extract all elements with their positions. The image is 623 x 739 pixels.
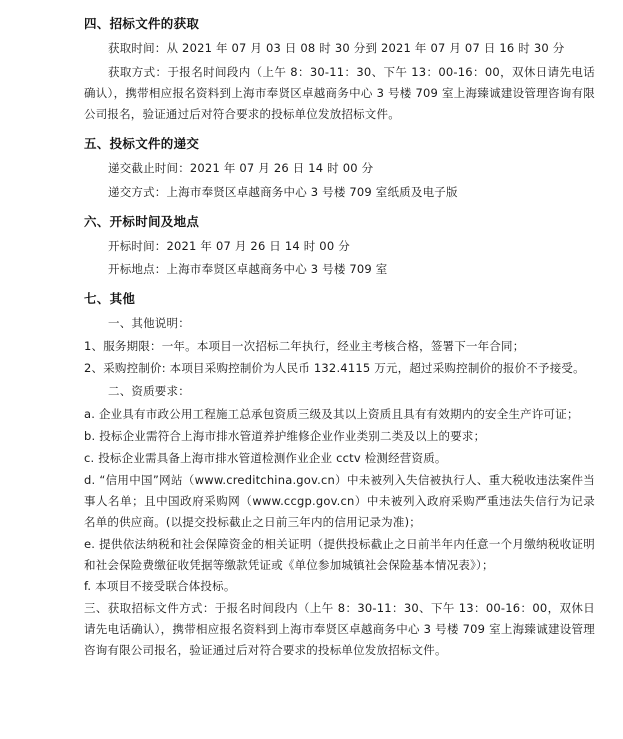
- section-6-paragraph-2: 开标地点：上海市奉贤区卓越商务中心 3 号楼 709 室: [108, 262, 388, 277]
- subsection-title-2: 二、资质要求：: [108, 384, 190, 399]
- subsection-2-item-d: d. “信用中国”网站（www.creditchina.gov.cn）中未被列入失信被执行人、重大税收违法案件当事人名单；且中国政府采购网（www.ccgp.gov.cn）中未被列入政府采购严重违法失信行为记录名单的供应商。(以提交投标截止之日前三年内的信用记录为准)；: [84, 472, 595, 529]
- subsection-1-item-1: 1、服务期限：一年。本项目一次招标二年执行，经业主考核合格，签署下一年合同；: [84, 339, 525, 354]
- section-5-paragraph-1: 递交截止时间：2021 年 07 月 26 日 14 时 00 分: [108, 160, 374, 175]
- subsection-3-block: [84, 598, 595, 661]
- subsection-title-1: 一、其他说明：: [108, 316, 190, 331]
- section-heading-5: 五、投标文件的递交: [84, 135, 200, 151]
- subsection-2-item-b: b. 投标企业需符合上海市排水管道养护维修企业作业类别二类及以上的要求；: [84, 428, 486, 443]
- section-heading-6: 六、开标时间及地点: [84, 213, 200, 229]
- section-heading-7: 七、其他: [84, 291, 136, 307]
- subsection-3-item-1: 于报名时间段内（上午 8：30-11：30、下午 13：00-16：00，双休日请先电话确认），携带相应报名资料到上海市奉贤区卓越商务中心 3 号楼 709 室上海臻诚建设管理咨询有限公司报名，验证通过后对符合要求的投标单位发放招标文件。: [84, 601, 595, 658]
- subsection-title-3: 三、获取招标文件方式：: [84, 601, 215, 616]
- section-5-paragraph-2: 递交方式：上海市奉贤区卓越商务中心 3 号楼 709 室纸质及电子版: [108, 184, 458, 199]
- subsection-1-item-2: 2、采购控制价: 本项目采购控制价为人民币 132.4115 万元，超过采购控制价的报价不予接受。: [84, 361, 585, 376]
- section-4-paragraph-2: 获取方式：于报名时间段内（上午 8：30-11：30、下午 13：00-16：00，双休日请先电话确认），携带相应报名资料到上海市奉贤区卓越商务中心 3 号楼 709 室上海臻诚建设管理咨询有限公司报名，验证通过后对符合要求的投标单位发放招标文件。: [84, 64, 595, 121]
- subsection-2-item-f: f. 本项目不接受联合体投标。: [84, 579, 236, 594]
- section-6-paragraph-1: 开标时间：2021 年 07 月 26 日 14 时 00 分: [108, 238, 350, 253]
- section-4-paragraph-1: 获取时间：从 2021 年 07 月 03 日 08 时 30 分到 2021 年 07 月 07 日 16 时 30 分: [108, 41, 565, 55]
- subsection-2-item-a: a. 企业具有市政公用工程施工总承包资质三级及其以上资质且具有有效期内的安全生产许可证；: [84, 407, 579, 422]
- subsection-2-item-c: c. 投标企业需具备上海市排水管道检测作业企业 cctv 检测经营资质。: [84, 450, 447, 465]
- section-heading-4: 四、招标文件的获取: [84, 16, 200, 31]
- subsection-2-item-e: e. 提供依法纳税和社会保障资金的相关证明（提供投标截止之日前半年内任意一个月缴纳税收证明和社会保险费缴征收凭据等缴款凭证或《单位参加城镇社会保险基本情况表》）；: [84, 536, 595, 572]
